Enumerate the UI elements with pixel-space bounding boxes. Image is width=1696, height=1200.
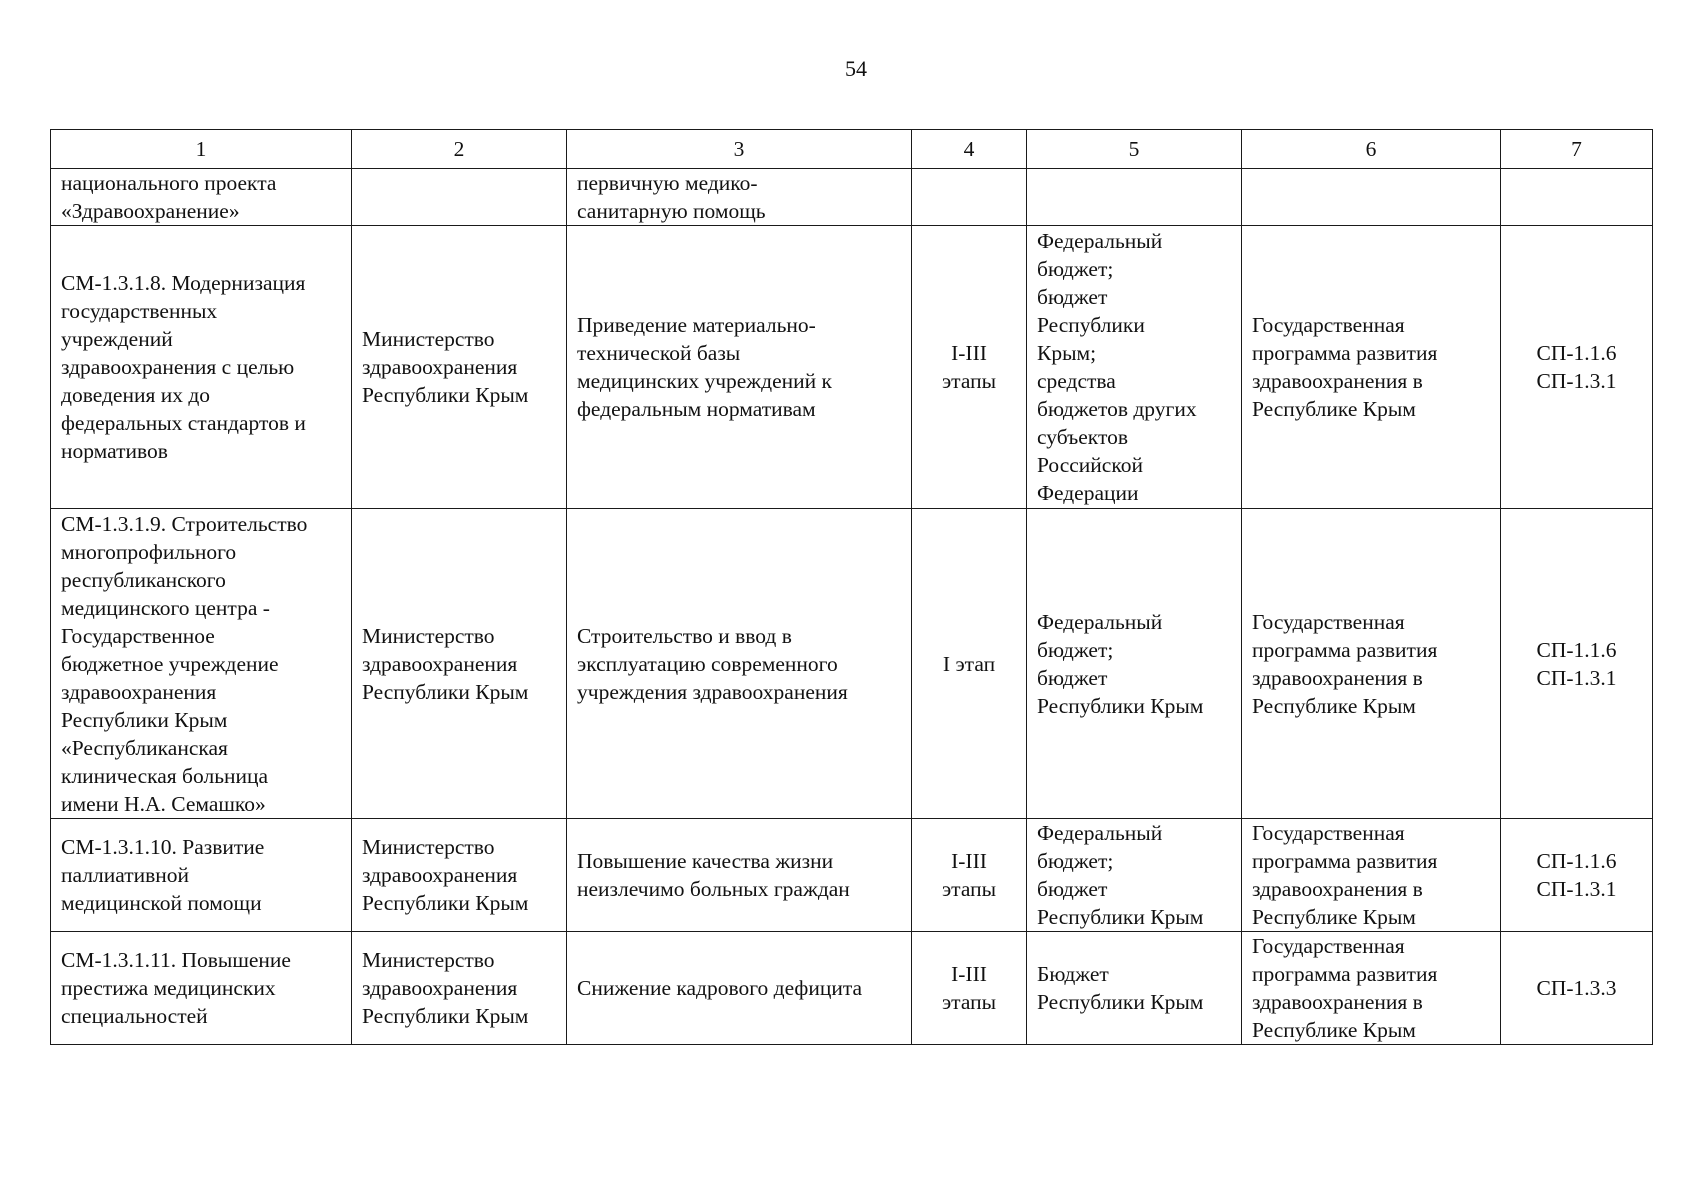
code-cell [1501,169,1653,226]
responsible-cell [352,169,567,226]
cell-text: бюджет; [1037,637,1114,662]
cell-text: республиканского [61,567,226,592]
cell-text: Министерство [362,623,495,648]
cell-text: бюджет [1037,665,1108,690]
cell-text: Республики [1037,313,1145,337]
table-row [51,169,1653,226]
cell-text: СМ-1.3.1.8. Модернизация [61,271,306,295]
cell-text: специальностей [61,1004,208,1028]
result-cell [567,819,912,932]
result-cell [567,932,912,1045]
result-cell [567,169,912,226]
cell-text: Повышение качества жизни [577,849,834,873]
result-cell [567,509,912,819]
cell-text: Министерство [362,948,495,972]
column-header: 3 [567,130,912,169]
cell-text: имени Н.А. Семашко» [61,791,266,816]
table-row [51,226,1653,509]
cell-text: I-III [951,849,987,873]
cell-text: СМ-1.3.1.10. Развитие [61,835,265,859]
cell-text: Государственная [1252,934,1405,958]
cell-text: Бюджет [1037,962,1109,986]
column-header: 7 [1501,130,1653,169]
cell-text: средства [1037,369,1116,393]
cell-text: I-III [951,962,987,986]
cell-text: бюджетное учреждение [61,651,279,676]
program-cell [1242,932,1501,1045]
stage-cell [912,509,1027,819]
cell-text: Республики Крым [1037,693,1204,718]
cell-text: здравоохранения [61,679,217,704]
cell-text: программа развития [1252,637,1438,662]
cell-text: Республики Крым [362,383,529,407]
cell-text: здравоохранения с целью [61,355,295,379]
cell-text: неизлечимо больных граждан [577,877,850,901]
cell-text: Республики Крым [61,707,228,732]
column-header: 1 [51,130,352,169]
cell-text: СМ-1.3.1.9. Строительство [61,511,308,536]
table-row [51,819,1653,932]
cell-text: Крым; [1037,341,1097,365]
funding-cell [1027,932,1242,1045]
measure-cell [51,509,352,819]
cell-text: клиническая больница [61,763,269,788]
cell-text: Государственное [61,623,215,648]
cell-text: паллиативной [61,863,190,887]
code-cell [1501,509,1653,819]
cell-text: Республики Крым [1037,905,1204,929]
cell-text: Федеральный [1037,821,1163,845]
header-row [51,130,1653,169]
cell-text: этапы [941,990,997,1014]
cell-text: программа развития [1252,962,1438,986]
cell-text: первичную медико- [577,171,758,195]
cell-text: I этап [942,651,996,676]
cell-text: Республики Крым [362,1004,529,1028]
measures-table [50,129,1653,1045]
cell-text: СП-1.3.1 [1536,877,1617,901]
cell-text: Государственная [1252,609,1405,634]
cell-text: здравоохранения [362,355,518,379]
responsible-cell [352,819,567,932]
cell-text: СП-1.1.6 [1536,637,1617,662]
cell-text: Республики Крым [362,891,529,915]
responsible-cell [352,226,567,509]
cell-text: Государственная [1252,821,1405,845]
cell-text: субъектов [1037,425,1128,449]
cell-text: здравоохранения в [1252,877,1423,901]
program-cell [1242,226,1501,509]
cell-text: бюджет [1037,285,1108,309]
code-cell [1501,226,1653,509]
cell-text: здравоохранения в [1252,990,1423,1014]
cell-text: Строительство и ввод в [577,623,792,648]
cell-text: Республике Крым [1252,397,1416,421]
cell-text: этапы [941,369,997,393]
program-cell [1242,169,1501,226]
cell-text: здравоохранения [362,863,518,887]
cell-text: СМ-1.3.1.11. Повышение [61,948,291,972]
cell-text: государственных [61,299,218,323]
column-header: 2 [352,130,567,169]
cell-text: Федерации [1037,481,1139,505]
cell-text: Министерство [362,327,495,351]
cell-text: бюджет [1037,877,1108,901]
stage-cell [912,932,1027,1045]
cell-text: СП-1.3.3 [1536,976,1617,1000]
column-header: 4 [912,130,1027,169]
cell-text: Министерство [362,835,495,859]
table-row [51,932,1653,1045]
cell-text: СП-1.1.6 [1536,341,1617,365]
cell-text: «Республиканская [61,735,228,760]
cell-text: Снижение кадрового дефицита [577,976,863,1000]
code-cell [1501,819,1653,932]
cell-text: престижа медицинских [61,976,276,1000]
measure-cell [51,819,352,932]
cell-text: здравоохранения в [1252,369,1423,393]
result-cell [567,226,912,509]
funding-cell [1027,169,1242,226]
cell-text: федеральным нормативам [577,397,816,421]
cell-text: бюджетов других [1037,397,1197,421]
cell-text: Республике Крым [1252,1018,1416,1042]
cell-text: доведения их до [61,383,211,407]
stage-cell [912,169,1027,226]
cell-text: эксплуатацию современного [577,651,838,676]
cell-text: I-III [951,341,987,365]
measure-cell [51,932,352,1045]
cell-text: программа развития [1252,849,1438,873]
measure-cell [51,169,352,226]
funding-cell [1027,509,1242,819]
table-row [51,509,1653,819]
page-number: 54 [845,56,867,81]
cell-text: учреждений [61,327,173,351]
cell-text: санитарную помощь [577,199,766,223]
measure-cell [51,226,352,509]
cell-text: Республике Крым [1252,905,1416,929]
cell-text: медицинских учреждений к [577,369,832,393]
cell-text: Республики Крым [362,679,529,704]
cell-text: бюджет; [1037,849,1114,873]
cell-text: многопрофильного [61,539,237,564]
cell-text: технической базы [577,341,741,365]
funding-cell [1027,226,1242,509]
cell-text: учреждения здравоохранения [577,679,848,704]
cell-text: программа развития [1252,341,1438,365]
cell-text: здравоохранения [362,976,518,1000]
cell-text: медицинского центра - [61,595,270,620]
cell-text: Приведение материально- [577,313,816,337]
cell-text: «Здравоохранение» [61,199,240,223]
cell-text: медицинской помощи [61,891,262,915]
cell-text: бюджет; [1037,257,1114,281]
cell-text: здравоохранения в [1252,665,1423,690]
funding-cell [1027,819,1242,932]
cell-text: этапы [941,877,997,901]
column-header: 6 [1242,130,1501,169]
cell-text: Республики Крым [1037,990,1204,1014]
cell-text: СП-1.3.1 [1536,665,1617,690]
stage-cell [912,819,1027,932]
cell-text: Российской [1037,453,1143,477]
responsible-cell [352,509,567,819]
stage-cell [912,226,1027,509]
program-cell [1242,509,1501,819]
code-cell [1501,932,1653,1045]
cell-text: СП-1.1.6 [1536,849,1617,873]
cell-text: СП-1.3.1 [1536,369,1617,393]
cell-text: здравоохранения [362,651,518,676]
cell-text: национального проекта [61,171,277,195]
cell-text: Федеральный [1037,609,1163,634]
cell-text: Государственная [1252,313,1405,337]
cell-text: Федеральный [1037,229,1163,253]
cell-text: Республике Крым [1252,693,1416,718]
column-header: 5 [1027,130,1242,169]
cell-text: нормативов [61,439,168,463]
program-cell [1242,819,1501,932]
cell-text: федеральных стандартов и [61,411,306,435]
responsible-cell [352,932,567,1045]
